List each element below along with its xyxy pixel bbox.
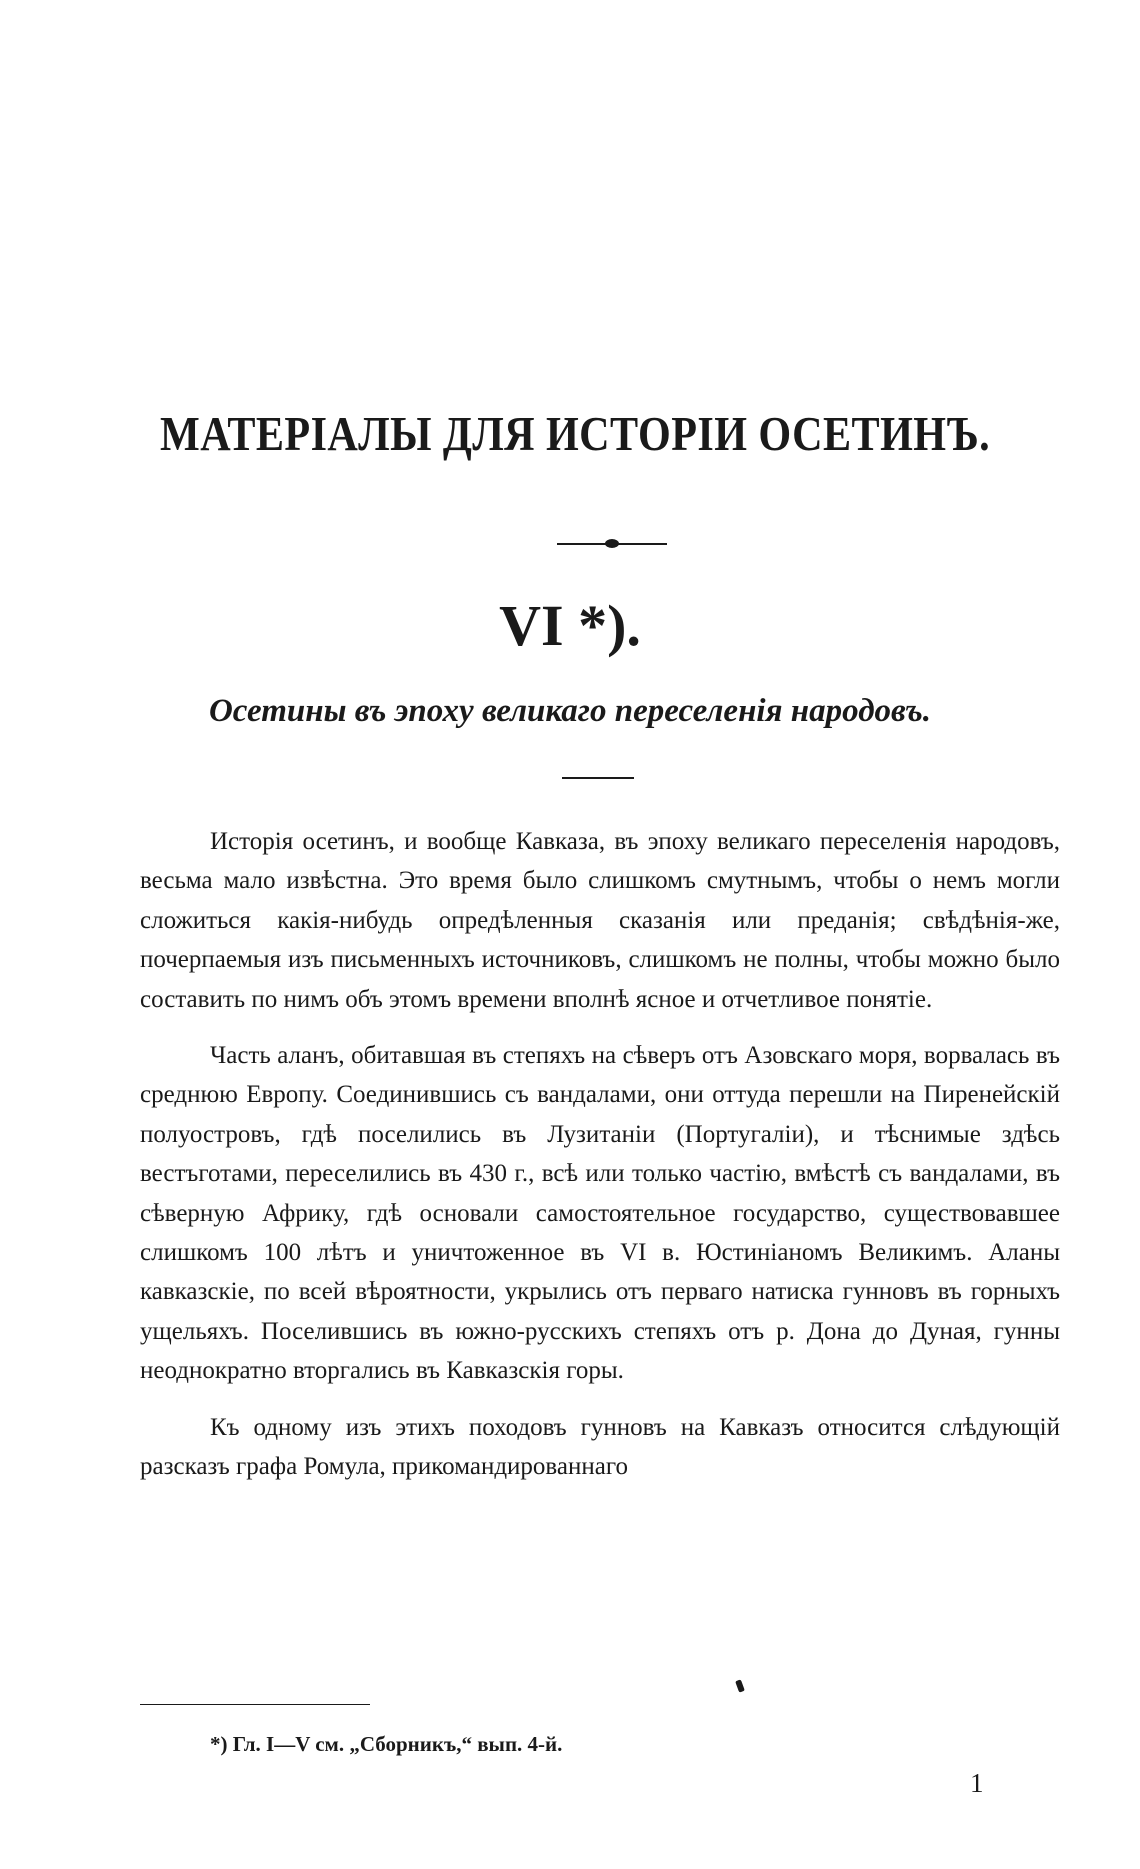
footnote: *) Гл. I—V см. „Сборникъ,“ вып. 4-й. — [210, 1732, 563, 1756]
section-divider — [562, 777, 634, 779]
paragraph: Исторія осетинъ, и вообще Кавказа, въ эпоху великаго переселенія народовъ, весьма мало извѣстна. Это время было слишкомъ смутнымъ, чтобы о немъ могли сложиться какія-нибудь опредѣленныя сказанія или преданія; свѣдѣнія-же, почерпаемыя изъ письменныхъ источниковъ, слишкомъ не полны, чтобы можно было составить по нимъ объ этомъ времени вполнѣ ясное и отчетливое понятіе. — [140, 828, 1060, 1013]
page-number: 1 — [970, 1768, 984, 1798]
ornament-dot — [605, 539, 619, 548]
body-text — [140, 822, 1060, 1504]
ink-mark — [735, 1679, 745, 1692]
paragraph: Къ одному изъ этихъ походовъ гунновъ на Кавказъ относится слѣдующій разсказъ графа Ромула, прикомандированнаго — [140, 1413, 1060, 1481]
title-ornament — [557, 538, 667, 550]
footnote-separator — [140, 1704, 370, 1705]
paragraph: Часть аланъ, обитавшая въ степяхъ на сѣверъ отъ Азовскаго моря, ворвалась въ среднюю Европу. Соединившись съ вандалами, они оттуда перешли на Пиренейскій полуостровъ, гдѣ поселились въ Лузитаніи (Португаліи), и тѣснимые здѣсь вестъготами, переселились въ 430 г., всѣ или только частію, вмѣстѣ съ вандалами, въ сѣверную Африку, гдѣ основали самостоятельное государство, существовавшее слишкомъ 100 лѣтъ и уничтоженное въ VI в. Юстиніаномъ Великимъ. Аланы кавказскіе, по всей вѣроятности, укрылись отъ перваго натиска гунновъ въ горныхъ ущельяхъ. Поселившись въ южно-русскихъ степяхъ отъ р. Дона до Дуная, гунны неоднократно вторгались въ Кавказскія горы. — [140, 1042, 1060, 1385]
chapter-subtitle: Осетины въ эпоху великаго переселенія народовъ. — [208, 693, 932, 729]
chapter-number: VI *). — [499, 593, 641, 658]
page-title: МАТЕРІАЛЫ ДЛЯ ИСТОРІИ ОСЕТИНЪ. — [160, 406, 991, 461]
